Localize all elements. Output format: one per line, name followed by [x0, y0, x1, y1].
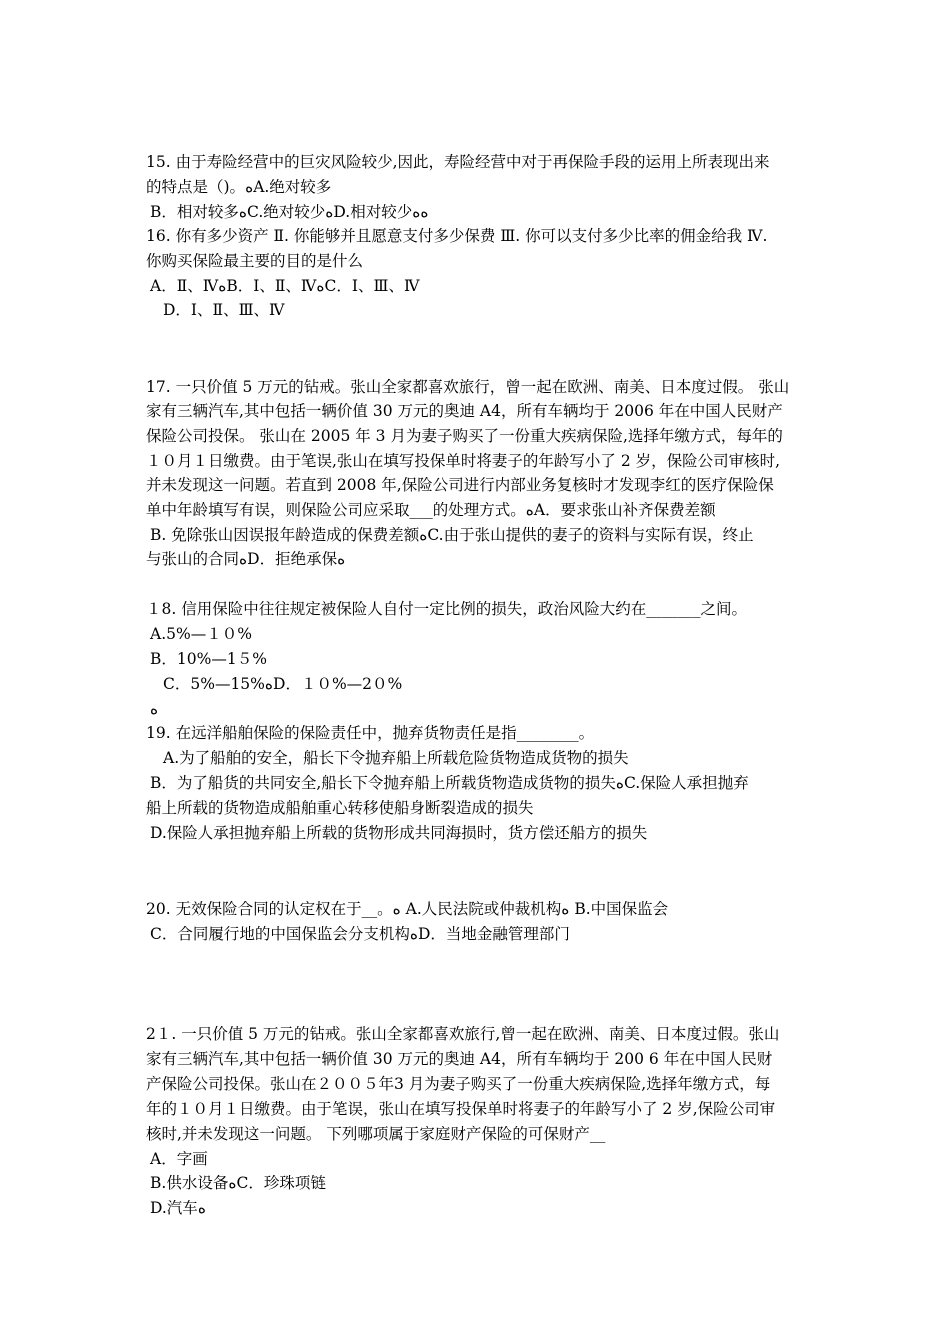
- q17-line-7: B. 免除张山因误报年龄造成的保费差额ﻩC.由于张山提供的妻子的资料与实际有误，终止: [150, 526, 754, 544]
- q16-options-abc: A．Ⅱ、ⅣﻩB．Ⅰ、Ⅱ、ⅣﻩC．Ⅰ、Ⅲ、Ⅳ: [150, 277, 420, 295]
- q21-options-bc: B.供水设备ﻩC．珍珠项链: [150, 1174, 326, 1192]
- q21-line-3: 产保险公司投保。张山在２００５年3 月为妻子购买了一份重大疾病保险,选择年缴方式，每: [146, 1075, 771, 1093]
- q18-options-cd: C．5%—15%ﻩD．１０%—2０%: [163, 675, 403, 693]
- q15-line-2: 的特点是（)。ﻩA.绝对较多: [146, 178, 332, 196]
- q21-line-5: 核时,并未发现这一问题。 下列哪项属于家庭财产保险的可保财产__: [146, 1125, 606, 1143]
- q15-options: B．相对较多ﻩC.绝对较少ﻩD.相对较少ﻩﻩ: [150, 203, 429, 221]
- q21-line-4: 年的１０月１日缴费。由于笔误，张山在填写投保单时将妻子的年龄写小了 2 岁,保险公司审: [146, 1100, 776, 1118]
- q16-line-2: 你购买保险最主要的目的是什么: [146, 252, 364, 270]
- q18-option-b: B．10%—1５%: [150, 650, 267, 668]
- q17-line-8: 与张山的合同ﻩD．拒绝承保ﻩ: [146, 550, 346, 568]
- q15-line-1: 15. 由于寿险经营中的巨灾风险较少,因此，寿险经营中对于再保险手段的运用上所表现出来: [146, 153, 770, 171]
- q20-line-1: 20. 无效保险合同的认定权在于__。ﻩ A.人民法院或仲裁机构ﻩ B.中国保监会: [146, 900, 669, 918]
- q21-option-d: D.汽车ﻩ: [150, 1199, 206, 1217]
- q16-line-1: 16. 你有多少资产 Ⅱ. 你能够并且愿意支付多少保费 Ⅲ. 你可以支付多少比率的佣金给我 Ⅳ.: [146, 227, 768, 245]
- q17-line-5: 并未发现这一问题。若直到 2008 年,保险公司进行内部业务复核时才发现李红的医疗保险保: [146, 476, 774, 494]
- q18-option-a: A.5%—１０%: [150, 625, 252, 643]
- q17-line-2: 家有三辆汽车,其中包括一辆价值 30 万元的奥迪 A4，所有车辆均于 2006 年在中国人民财产: [146, 402, 783, 420]
- q19-line-4: 船上所载的货物造成船舶重心转移使船身断裂造成的损失: [146, 799, 534, 817]
- q19-option-b: B．为了船货的共同安全,船长下令抛弃船上所载货物造成货物的损失ﻩC.保险人承担抛弃: [150, 774, 749, 792]
- q20-line-2: C．合同履行地的中国保监会分支机构ﻩD．当地金融管理部门: [150, 925, 570, 943]
- q18-line-5: ﻩ: [150, 700, 159, 718]
- q17-line-3: 保险公司投保。 张山在 2005 年 3 月为妻子购买了一份重大疾病保险,选择年缴方式，每年的: [146, 427, 783, 445]
- q18-line-1: １8. 信用保险中往往规定被保险人自付一定比例的损失，政治风险大约在_______之间。: [146, 600, 747, 618]
- q19-option-a: A.为了船舶的安全，船长下令抛弃船上所载危险货物造成货物的损失: [163, 749, 629, 767]
- q19-line-1: 19. 在远洋船舶保险的保险责任中，抛弃货物责任是指________。: [146, 724, 595, 742]
- q21-option-a: A．字画: [150, 1150, 208, 1168]
- q17-line-6: 单中年龄填写有误，则保险公司应采取___的处理方式。ﻩA．要求张山补齐保费差额: [146, 501, 716, 519]
- q16-option-d: D．Ⅰ、Ⅱ、Ⅲ、Ⅳ: [163, 301, 285, 319]
- q19-option-d: D.保险人承担抛弃船上所载的货物形成共同海损时，货方偿还船方的损失: [150, 824, 648, 842]
- q21-line-2: 家有三辆汽车,其中包括一辆价值 30 万元的奥迪 A4，所有车辆均于 200 6 年在中国人民财: [146, 1050, 773, 1068]
- q17-line-1: 17. 一只价值 5 万元的钻戒。张山全家都喜欢旅行，曾一起在欧洲、南美、日本度过假。 张山: [146, 378, 790, 396]
- q17-line-4: １０月１日缴费。由于笔误,张山在填写投保单时将妻子的年龄写小了 2 岁，保险公司审核时,: [146, 452, 781, 470]
- q21-line-1: 2１. 一只价值 5 万元的钻戒。张山全家都喜欢旅行,曾一起在欧洲、南美、日本度过假。张山: [146, 1025, 780, 1043]
